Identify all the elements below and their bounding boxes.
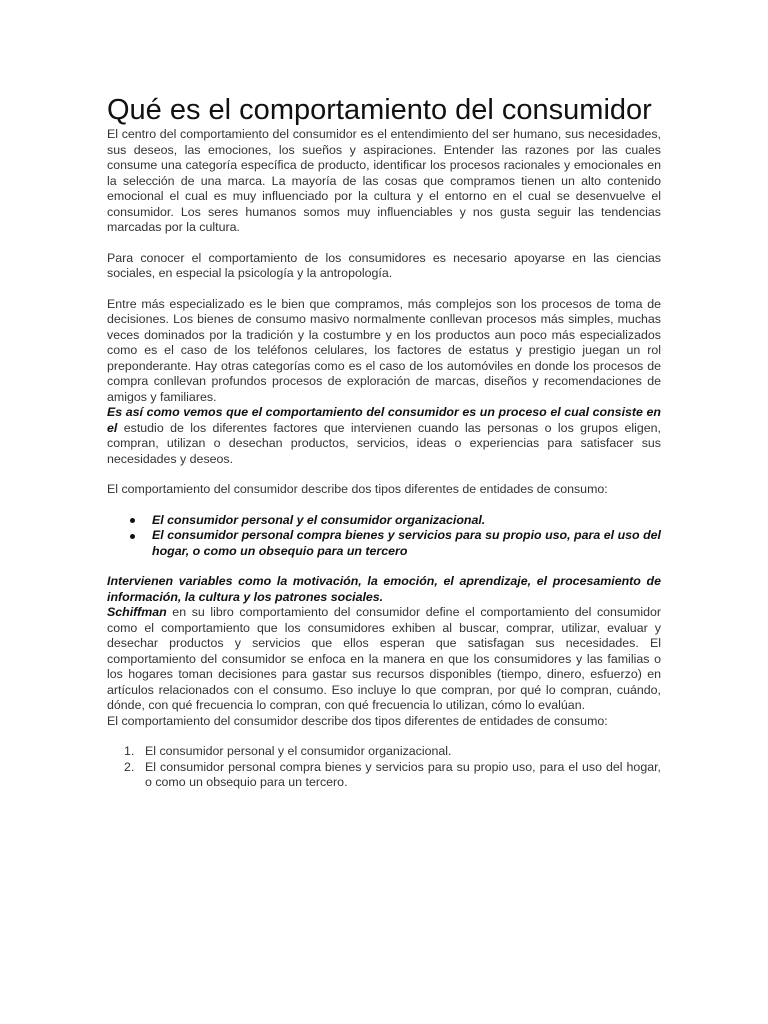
paragraph-tipos-entidades-2: El comportamiento del consumidor describe dos tipos diferentes de entidades de consumo: (107, 713, 608, 728)
bullet-list (107, 513, 661, 560)
paragraph-variables: Intervienen variables como la motivación, la emoción, el aprendizaje, el procesamiento de información, la cultura y los patrones sociales. (107, 574, 661, 604)
schiffman-text: en su libro comportamiento del consumidor define el comportamiento del consumidor como el comportamiento que los consumidores exhiben al buscar, comprar, utilizar, evaluar y desechar productos y servicios que ellos esperan que satisfagan sus necesidades. El comportamiento del consumidor se enfoca en la manera en que los consumidores y las familias o los hogares toman decisiones para gastar sus recursos disponibles (tiempo, dinero, esfuerzo) en artículos relacionados con el consumo. Eso incluye lo que compran, por qué lo compran, cuándo, dónde, con qué frecuencia lo compran, con qué frecuencia lo utilizan, cómo lo evalúan. (107, 605, 661, 712)
schiffman-name: Schiffman (107, 605, 167, 619)
bullet-icon (130, 534, 135, 539)
paragraph-definicion (107, 405, 661, 467)
paragraph-tipos-entidades: El comportamiento del consumidor describe dos tipos diferentes de entidades de consumo: (107, 482, 608, 496)
list-item (107, 744, 661, 760)
bullet-icon (130, 518, 135, 523)
list-text: El consumidor personal y el consumidor organizacional. (145, 744, 452, 758)
list-item (107, 760, 661, 791)
bullet-text: El consumidor personal y el consumidor organizacional. (152, 512, 486, 527)
list-text: El consumidor personal compra bienes y servicios para su propio uso, para el uso del hogar, o como un obsequio para un tercero. (145, 759, 661, 789)
document-body (107, 93, 661, 791)
definicion-bold-lead: Es así como vemos que el comportamiento del consumidor es un proceso el cual consiste en el (107, 405, 661, 435)
bullet-text: El consumidor personal compra bienes y servicios para su propio uso, para el uso del hogar, o como un obsequio para un tercero (152, 528, 661, 558)
page-title: Qué es el comportamiento del consumidor (107, 94, 652, 126)
paragraph-ciencias-sociales: Para conocer el comportamiento de los consumidores es necesario apoyarse en las ciencias sociales, en especial la psicología y la antropología. (107, 250, 661, 280)
definicion-text: estudio de los diferentes factores que intervienen cuando las personas o los grupos eligen, compran, utilizan o desechan productos, servicios, ideas o experiencias para satisfacer sus necesidades y deseos. (107, 420, 661, 466)
list-number: 2. (124, 759, 135, 774)
paragraph-schiffman (107, 605, 661, 714)
paragraph-intro: El centro del comportamiento del consumidor es el entendimiento del ser humano, sus necesidades, sus deseos, las emociones, los sueños y aspiraciones. Entender las razones por las cuales consume una categoría específica de producto, identificar los procesos racionales y emocionales en la selección de una marca. La mayoría de las cosas que compramos tienen un alto contenido emocional el cual es muy influenciado por la cultura y el entorno en el cual se desenvuelve el consumidor. Los seres humanos somos muy influenciables y nos gusta seguir las tendencias marcadas por la cultura. (107, 127, 661, 234)
list-item (107, 513, 661, 529)
numbered-list (107, 744, 661, 791)
list-number: 1. (124, 744, 135, 758)
list-item (107, 528, 661, 559)
paragraph-especializacion: Entre más especializado es le bien que compramos, más complejos son los procesos de toma de decisiones. Los bienes de consumo masivo normalmente conllevan procesos más simples, muchas veces dominados por la tradición y la costumbre y en los productos aun poco más especializados como es el caso de los teléfonos celulares, los factores de estatus y prestigio juegan un rol preponderante. Hay otras categorías como es el caso de los automóviles en donde los procesos de compra conllevan profundos procesos de exploración de marcas, diseños y recomendaciones de amigos y familiares. (107, 296, 661, 404)
